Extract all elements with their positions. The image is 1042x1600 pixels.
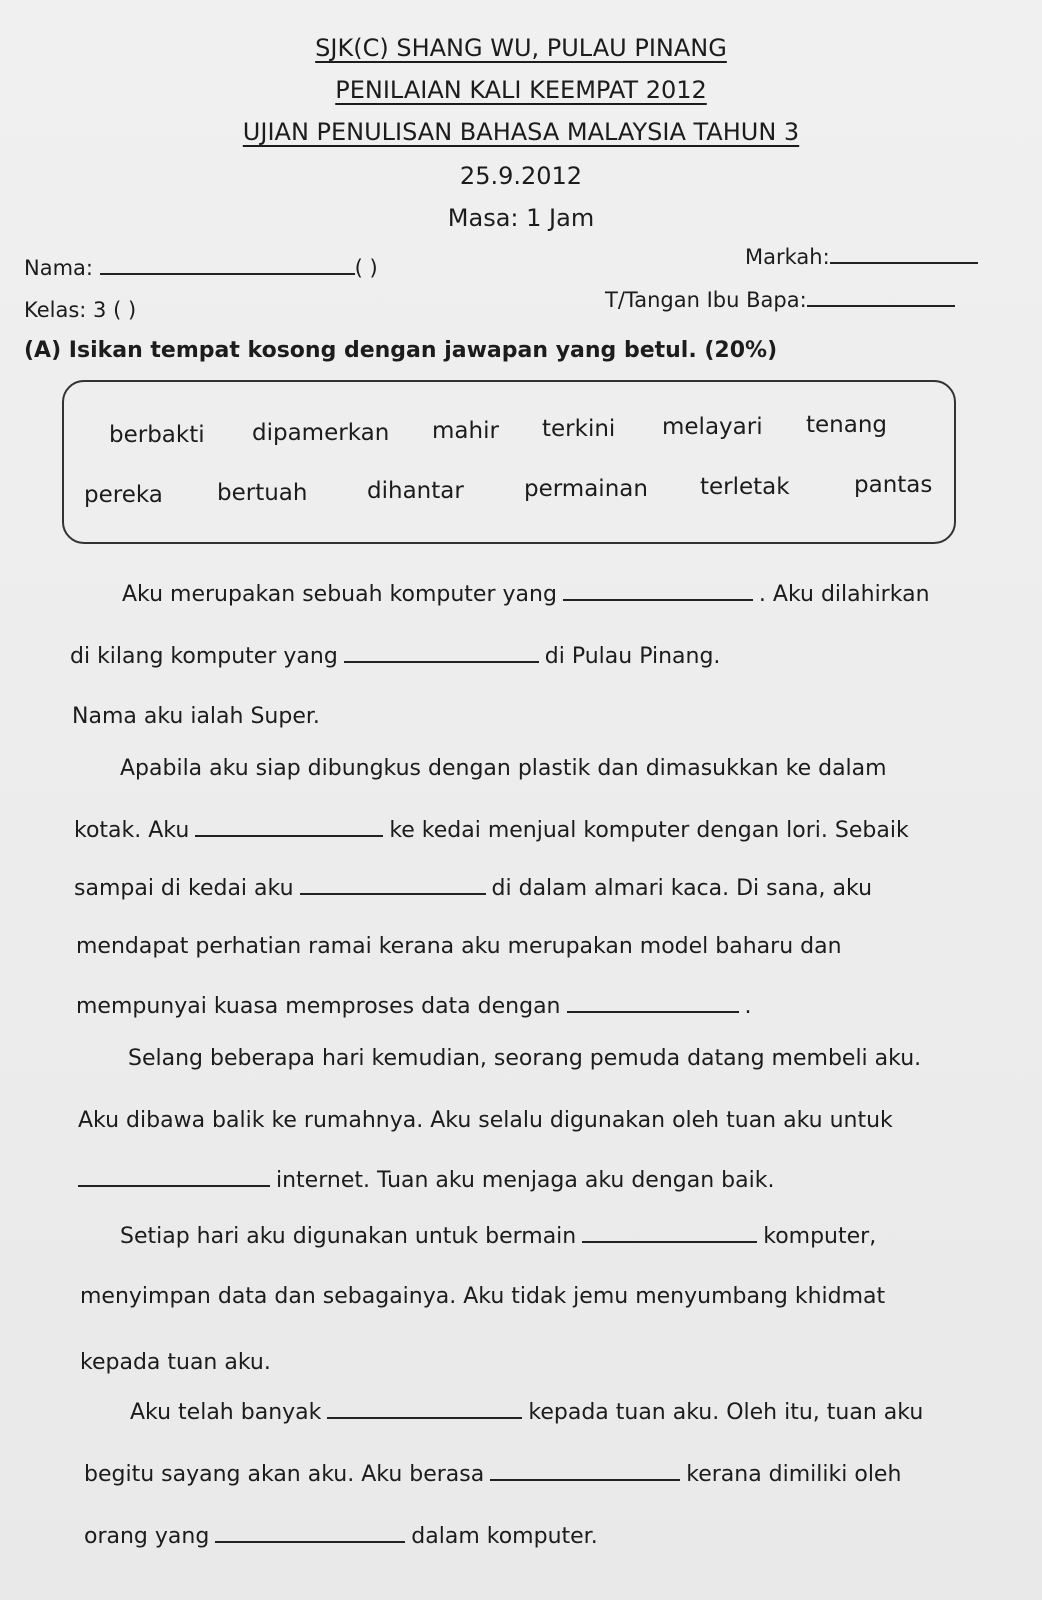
answer-blank-10[interactable]: [215, 1540, 405, 1543]
passage-text: orang yang: [84, 1524, 210, 1549]
passage-text: begitu sayang akan aku. Aku berasa: [84, 1462, 485, 1487]
answer-blank-5[interactable]: [567, 1010, 739, 1013]
passage-text: Aku telah banyak: [130, 1400, 322, 1425]
passage-text: sampai di kedai aku: [74, 876, 294, 901]
passage-text: di dalam almari kaca. Di sana, aku: [491, 876, 873, 901]
class-label: Kelas: 3 ( ): [24, 298, 137, 322]
passage-line: [130, 1400, 923, 1425]
section-a-instruction: (A) Isikan tempat kosong dengan jawapan yang betul. (20%): [24, 338, 778, 363]
signature-blank[interactable]: [807, 304, 955, 307]
name-blank[interactable]: [100, 272, 355, 275]
passage-line: [74, 876, 872, 901]
word-bank-item: bertuah: [217, 480, 308, 506]
paper-title: UJIAN PENULISAN BAHASA MALAYSIA TAHUN 3: [242, 118, 800, 146]
passage-text: Aku merupakan sebuah komputer yang: [122, 582, 557, 607]
passage-line: menyimpan data dan sebagainya. Aku tidak jemu menyumbang khidmat: [80, 1284, 886, 1309]
exam-duration: Masa: 1 Jam: [447, 204, 595, 232]
school-name: SJK(C) SHANG WU, PULAU PINANG: [315, 34, 727, 62]
signature-label: T/Tangan Ibu Bapa:: [605, 288, 807, 312]
passage-line: [70, 644, 720, 669]
passage-text: kerana dimiliki oleh: [686, 1462, 902, 1487]
word-bank-item: tenang: [806, 412, 888, 438]
passage-text: mempunyai kuasa memproses data dengan: [76, 994, 561, 1019]
passage-text: kotak. Aku: [74, 818, 190, 843]
answer-blank-1[interactable]: [563, 598, 753, 601]
passage-text: . Aku dilahirkan: [758, 582, 930, 607]
word-bank-item: pantas: [854, 472, 933, 498]
marks-blank[interactable]: [830, 261, 978, 264]
name-field-row: [24, 256, 378, 280]
answer-blank-4[interactable]: [300, 892, 486, 895]
word-bank-item: permainan: [524, 476, 648, 502]
passage-text: komputer,: [763, 1224, 877, 1249]
passage-line: Selang beberapa hari kemudian, seorang pemuda datang membeli aku.: [128, 1046, 922, 1071]
passage-line: mendapat perhatian ramai kerana aku merupakan model baharu dan: [76, 934, 842, 959]
passage-text: internet. Tuan aku menjaga aku dengan baik.: [276, 1168, 775, 1193]
word-bank-item: terletak: [700, 474, 790, 500]
answer-blank-2[interactable]: [344, 660, 539, 663]
passage-line: [78, 1168, 774, 1193]
passage-line: [74, 818, 909, 843]
name-index-paren: ( ): [354, 256, 378, 280]
signature-field-row: [605, 288, 955, 312]
answer-blank-7[interactable]: [582, 1240, 757, 1243]
passage-line: Nama aku ialah Super.: [72, 704, 320, 729]
word-bank-item: mahir: [432, 418, 499, 444]
passage-line: [76, 994, 752, 1019]
passage-line: Aku dibawa balik ke rumahnya. Aku selalu digunakan oleh tuan aku untuk: [78, 1108, 893, 1133]
answer-blank-6[interactable]: [78, 1184, 270, 1187]
word-bank-item: terkini: [542, 416, 616, 442]
marks-label: Markah:: [745, 245, 830, 269]
passage-text: Setiap hari aku digunakan untuk bermain: [120, 1224, 577, 1249]
word-bank-item: melayari: [662, 414, 763, 440]
passage-text: ke kedai menjual komputer dengan lori. Sebaik: [389, 818, 909, 843]
passage-text: dalam komputer.: [411, 1524, 598, 1549]
word-bank-item: berbakti: [109, 422, 205, 448]
passage-text: .: [744, 994, 752, 1019]
passage-line: [84, 1462, 901, 1487]
marks-field-row: [745, 245, 978, 269]
assessment-title: PENILAIAN KALI KEEMPAT 2012: [335, 76, 707, 104]
passage-text: di Pulau Pinang.: [544, 644, 721, 669]
answer-blank-9[interactable]: [490, 1478, 680, 1481]
word-bank-item: pereka: [84, 482, 163, 508]
passage-line: [84, 1524, 598, 1549]
passage-line: [120, 1224, 876, 1249]
word-bank-item: dihantar: [367, 478, 464, 504]
passage-text: kepada tuan aku. Oleh itu, tuan aku: [528, 1400, 924, 1425]
passage-line: kepada tuan aku.: [80, 1350, 271, 1375]
answer-blank-8[interactable]: [327, 1416, 522, 1419]
word-bank-item: dipamerkan: [252, 420, 390, 446]
exam-date: 25.9.2012: [459, 162, 583, 190]
passage-text: di kilang komputer yang: [70, 644, 338, 669]
passage-line: [122, 582, 930, 607]
word-bank: [62, 380, 956, 544]
answer-blank-3[interactable]: [195, 834, 383, 837]
passage-line: Apabila aku siap dibungkus dengan plastik dan dimasukkan ke dalam: [120, 756, 887, 781]
name-label: Nama:: [24, 256, 93, 280]
